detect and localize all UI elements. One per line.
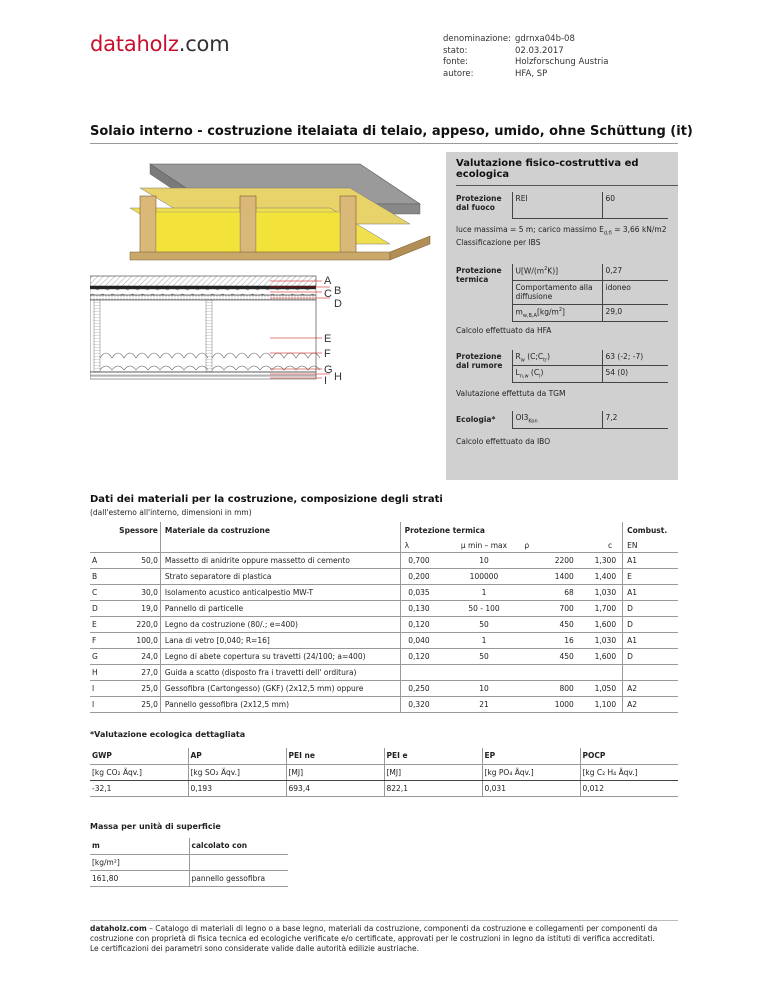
fire-value: 60	[602, 192, 668, 218]
evaluation-panel	[446, 152, 678, 480]
row-en: D	[623, 648, 678, 664]
thermal-note: Calcolo effettuato da HFA	[456, 325, 552, 335]
row-en: D	[623, 600, 678, 616]
row-mu: 50	[450, 648, 519, 664]
row-mu	[450, 664, 519, 680]
header-c: c	[576, 539, 623, 552]
meta-key: fonte:	[443, 57, 469, 67]
row-rho: 16	[518, 632, 576, 648]
row-id: I	[90, 696, 111, 712]
eco-headers-cell: POCP	[580, 748, 678, 764]
beam-right	[340, 196, 356, 254]
row-id: D	[90, 600, 111, 616]
eco-headers-cell: PEI e	[384, 748, 482, 764]
row-thickness	[111, 568, 160, 584]
meta-value: HFA, SP	[515, 68, 548, 79]
row-lambda: 0,320	[400, 696, 450, 712]
row-en: A1	[623, 632, 678, 648]
logo	[90, 32, 229, 56]
header-rho: ρ	[518, 539, 576, 552]
row-mu: 1	[450, 632, 519, 648]
material-row	[90, 696, 678, 712]
mass-title: Massa per unità di superficie	[90, 822, 221, 831]
row-id: F	[90, 632, 111, 648]
row-c: 1,030	[576, 632, 623, 648]
row-mu: 1	[450, 584, 519, 600]
eco-detail-title: *Valutazione ecologica dettagliata	[90, 730, 246, 739]
eco-values-cell: 0,193	[188, 780, 286, 796]
material-row	[90, 568, 678, 584]
row-mu: 21	[450, 696, 519, 712]
eco-values-cell: 693,4	[286, 780, 384, 796]
row-material: Strato separatore di plastica	[160, 568, 400, 584]
row-id: H	[90, 664, 111, 680]
eco-value: 7,2	[602, 411, 668, 429]
row-thickness: 220,0	[111, 616, 160, 632]
row-material: Guida a scatto (disposto fra i travetti dell' orditura)	[160, 664, 400, 680]
row-rho: 1400	[518, 568, 576, 584]
eco-detail-table	[90, 748, 678, 797]
eco-units-cell: [MJ]	[384, 764, 482, 780]
eco-headers-cell: GWP	[90, 748, 188, 764]
row-thickness: 25,0	[111, 680, 160, 696]
mass-header-m: m	[90, 838, 189, 854]
thermal-mass-value: 29,0	[602, 304, 668, 321]
row-c: 1,400	[576, 568, 623, 584]
row-material: Legno di abete copertura su travetti (24/100; a=400)	[160, 648, 400, 664]
row-c	[576, 664, 623, 680]
sound-note: Valutazione effettuta da TGM	[456, 388, 566, 398]
material-row	[90, 632, 678, 648]
sound-rw-key: $R_w$ $(C;C_{tr})$	[512, 350, 602, 366]
fire-classification: Classificazione per IBS	[456, 238, 541, 247]
mass-header-calc: calcolato con	[189, 838, 288, 854]
page-title: Solaio interno - costruzione itelaiata di telaio, appeso, umido, ohne Schüttung (it)	[90, 124, 693, 139]
row-rho: 700	[518, 600, 576, 616]
row-mu: 10	[450, 680, 519, 696]
row-c: 1,100	[576, 696, 623, 712]
beam-middle	[240, 196, 256, 254]
row-lambda: 0,040	[400, 632, 450, 648]
row-lambda: 0,035	[400, 584, 450, 600]
sound-label: Protezione dal rumore	[456, 351, 503, 370]
thermal-diffusion-key: Comportamento alla diffusione	[512, 280, 602, 304]
eco-values-cell: -32,1	[90, 780, 188, 796]
row-id: G	[90, 648, 111, 664]
label-c: C	[324, 288, 332, 300]
row-lambda: 0,700	[400, 552, 450, 568]
beam-left	[140, 196, 156, 254]
title-divider	[90, 143, 678, 144]
material-row	[90, 664, 678, 680]
sound-table	[456, 350, 668, 383]
row-en: A2	[623, 680, 678, 696]
row-id: C	[90, 584, 111, 600]
row-material: Pannello di particelle	[160, 600, 400, 616]
mass-value: 161,80	[90, 870, 189, 886]
row-rho: 2200	[518, 552, 576, 568]
metadata	[443, 34, 609, 80]
row-material: Lana di vetro [0,040; R=16]	[160, 632, 400, 648]
eco-note: Calcolo effettuato da IBO	[456, 437, 551, 446]
fire-table	[456, 192, 668, 219]
row-thickness: 50,0	[111, 552, 160, 568]
row-thickness: 25,0	[111, 696, 160, 712]
fire-note: luce massima = 5 m; carico massimo $E_{d,fi} = 3,66$ kN/m2	[456, 224, 667, 236]
row-mu: 10	[450, 552, 519, 568]
header-en: EN	[623, 539, 678, 552]
eco-values-cell: 822,1	[384, 780, 482, 796]
row-c: 1,030	[576, 584, 623, 600]
materials-title: Dati dei materiali per la costruzione, composizione degli strati	[90, 494, 443, 505]
material-row	[90, 600, 678, 616]
meta-value: 02.03.2017	[515, 45, 564, 56]
footer-divider	[90, 920, 678, 921]
row-id: I	[90, 680, 111, 696]
row-c: 1,050	[576, 680, 623, 696]
panel-title: Valutazione fisico-costruttiva ed ecologica	[456, 158, 678, 186]
row-lambda: 0,120	[400, 616, 450, 632]
label-a: A	[324, 275, 332, 287]
eco-units-cell: [kg PO₄ Äqv.]	[482, 764, 580, 780]
thermal-diffusion-value: idoneo	[602, 280, 668, 304]
eco-table	[456, 411, 668, 430]
sound-rw-value: 63 (-2; -7)	[602, 350, 668, 366]
header-mu: μ min – max	[450, 539, 519, 552]
row-lambda: 0,130	[400, 600, 450, 616]
row-id: B	[90, 568, 111, 584]
footer-brand: dataholz.com	[90, 924, 147, 933]
thermal-u-key: $U[W/(m^2K)]$	[512, 264, 602, 280]
fire-label: Protezione dal fuoco	[456, 194, 502, 212]
label-h: H	[334, 371, 342, 383]
meta-key: stato:	[443, 45, 468, 56]
eco-label: Ecologia*	[456, 414, 496, 424]
eco-headers-cell: PEI ne	[286, 748, 384, 764]
row-thickness: 24,0	[111, 648, 160, 664]
row-rho: 800	[518, 680, 576, 696]
material-row	[90, 584, 678, 600]
materials-subtitle: (dall'esterno all'interno, dimensioni in mm)	[90, 508, 252, 517]
footer-line2: Le certificazioni dei parametri sono considerate valide dalle autorità edilizie austriache.	[90, 944, 420, 953]
label-f: F	[324, 348, 331, 360]
thermal-label: Protezione termica	[456, 266, 502, 284]
material-row	[90, 648, 678, 664]
row-rho: 450	[518, 616, 576, 632]
mass-table	[90, 838, 288, 887]
eco-units-cell: [kg C₂ H₄ Äqv.]	[580, 764, 678, 780]
row-rho: 1000	[518, 696, 576, 712]
sound-ln-key: $L_{n,w}$ $(C_l)$	[512, 366, 602, 383]
row-en: D	[623, 616, 678, 632]
label-i: I	[324, 375, 328, 387]
header-combust: Combust.	[623, 522, 678, 539]
row-lambda	[400, 664, 450, 680]
eco-units-cell: [kg CO₂ Äqv.]	[90, 764, 188, 780]
eco-units-cell: [kg SO₂ Äqv.]	[188, 764, 286, 780]
row-thickness: 19,0	[111, 600, 160, 616]
row-en: A2	[623, 696, 678, 712]
meta-key: denominazione:	[443, 34, 511, 44]
row-en	[623, 664, 678, 680]
eco-key: $OI3_{Kon}$	[512, 411, 602, 429]
row-thickness: 27,0	[111, 664, 160, 680]
row-thickness: 30,0	[111, 584, 160, 600]
material-row	[90, 616, 678, 632]
sound-ln-value: 54 (0)	[602, 366, 668, 383]
meta-value: gdrnxa04b-08	[515, 34, 575, 44]
label-b: B	[334, 285, 342, 297]
header-thermal: Protezione termica	[400, 522, 623, 539]
thermal-table	[456, 264, 668, 322]
header-material: Materiale da costruzione	[164, 526, 270, 535]
layer-e	[90, 300, 316, 372]
row-mu: 50 - 100	[450, 600, 519, 616]
row-lambda: 0,250	[400, 680, 450, 696]
logo-brand: dataholz	[90, 32, 179, 56]
row-lambda: 0,120	[400, 648, 450, 664]
mass-unit: [kg/m²]	[90, 854, 189, 870]
label-d: D	[334, 298, 342, 310]
eco-values-cell: 0,031	[482, 780, 580, 796]
fire-key: REI	[512, 192, 602, 218]
construction-drawing	[90, 148, 440, 398]
material-row	[90, 552, 678, 568]
row-id: E	[90, 616, 111, 632]
meta-value: Holzforschung Austria	[515, 57, 609, 67]
row-material: Massetto di anidrite oppure massetto di cemento	[160, 552, 400, 568]
row-c: 1,700	[576, 600, 623, 616]
row-id: A	[90, 552, 111, 568]
row-c: 1,600	[576, 616, 623, 632]
eco-headers-cell: AP	[188, 748, 286, 764]
row-c: 1,600	[576, 648, 623, 664]
eco-units-cell: [MJ]	[286, 764, 384, 780]
row-rho: 68	[518, 584, 576, 600]
row-thickness: 100,0	[111, 632, 160, 648]
row-c: 1,300	[576, 552, 623, 568]
logo-tld: .com	[178, 32, 230, 56]
row-en: A1	[623, 584, 678, 600]
eco-values-cell: 0,012	[580, 780, 678, 796]
row-lambda: 0,200	[400, 568, 450, 584]
footer-text: – Catalogo di materiali di legno o a base legno, materiali da costruzione, componenti da costruzione e collegamenti per componenti da costruzione con proprietà di fisica tecnica ed ecologiche verificate e/o certificate, approvati per le costruzioni in legno da istituti di verifica accreditati.	[90, 924, 658, 943]
row-mu: 50	[450, 616, 519, 632]
mass-calc: pannello gessofibra	[189, 870, 288, 886]
row-material: Legno da costruzione (80/.; e=400)	[160, 616, 400, 632]
row-mu: 100000	[450, 568, 519, 584]
thermal-u-value: 0,27	[602, 264, 668, 280]
label-g: G	[324, 364, 333, 376]
row-material: Isolamento acustico anticalpestio MW-T	[160, 584, 400, 600]
thermal-mass-key: $m_{w,B,A}[kg/m^2]$	[512, 304, 602, 321]
header-thickness: Spessore	[111, 522, 160, 539]
row-rho: 450	[518, 648, 576, 664]
eco-headers-cell: EP	[482, 748, 580, 764]
meta-key: autore:	[443, 68, 474, 79]
material-row	[90, 680, 678, 696]
materials-table	[90, 522, 678, 713]
row-material: Pannello gessofibra (2x12,5 mm)	[160, 696, 400, 712]
row-en: A1	[623, 552, 678, 568]
footer	[90, 924, 680, 954]
label-e: E	[324, 333, 332, 345]
row-material: Gessofibra (Cartongesso) (GKF) (2x12,5 mm) oppure	[160, 680, 400, 696]
row-rho	[518, 664, 576, 680]
row-en: E	[623, 568, 678, 584]
header-lambda: λ	[400, 539, 450, 552]
